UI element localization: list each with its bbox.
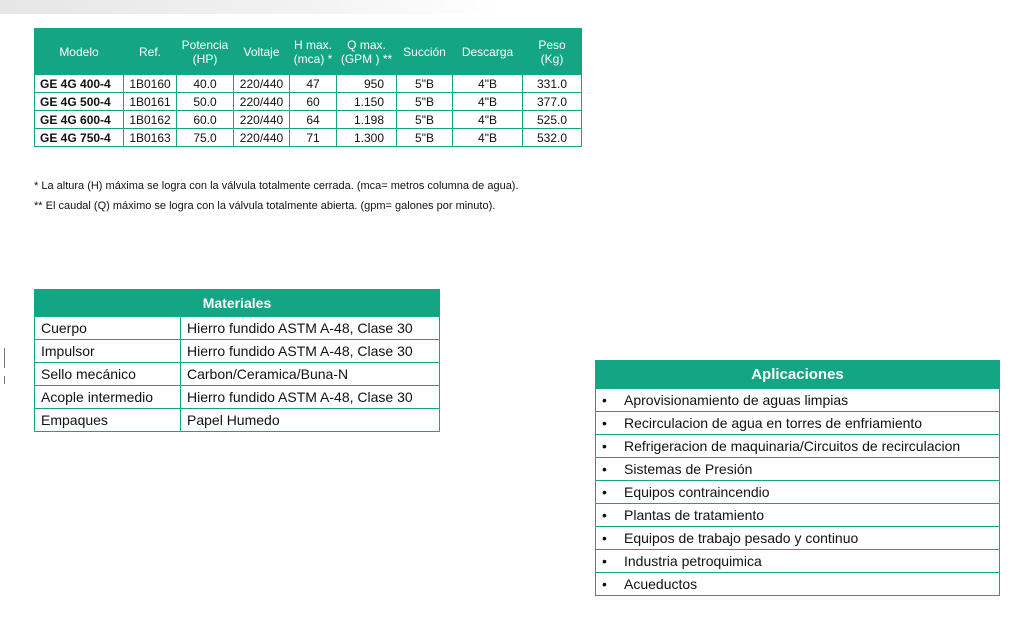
discharge-cell: 4"B (453, 75, 523, 93)
weight-cell: 525.0 (523, 111, 582, 129)
material-part: Cuerpo (35, 317, 181, 340)
hmax-cell: 47 (290, 75, 337, 93)
specs-header-row (35, 29, 582, 75)
margin-mark (4, 376, 5, 384)
voltage-cell: 220/440 (234, 93, 290, 111)
bullet-icon: • (602, 553, 607, 569)
list-item (596, 573, 1000, 596)
bullet-icon: • (602, 438, 607, 454)
specs-table (34, 28, 582, 147)
footnote-flow: ** El caudal (Q) máximo se logra con la válvula totalmente abierta. (gpm= galones por minuto). (34, 200, 496, 212)
list-item (596, 458, 1000, 481)
voltage-cell: 220/440 (234, 111, 290, 129)
discharge-cell: 4"B (453, 129, 523, 147)
qmax-cell: 1.150 (337, 93, 397, 111)
weight-cell: 377.0 (523, 93, 582, 111)
weight-cell: 532.0 (523, 129, 582, 147)
table-row (35, 340, 440, 363)
model-cell: GE 4G 500-4 (35, 93, 124, 111)
specs-header: Succión (397, 29, 453, 75)
material-spec: Hierro fundido ASTM A-48, Clase 30 (181, 317, 440, 340)
specs-header: Potencia (HP) (177, 29, 234, 75)
ref-cell: 1B0160 (124, 75, 177, 93)
qmax-cell: 1.198 (337, 111, 397, 129)
specs-header: Peso (Kg) (523, 29, 582, 75)
application-label: Plantas de tratamiento (624, 507, 765, 523)
bullet-icon: • (602, 461, 607, 477)
table-row (35, 129, 582, 147)
list-item (596, 412, 1000, 435)
model-cell: GE 4G 400-4 (35, 75, 124, 93)
table-row (35, 363, 440, 386)
specs-header: H max. (mca) * (290, 29, 337, 75)
bullet-icon: • (602, 530, 607, 546)
footnote-height: * La altura (H) máxima se logra con la válvula totalmente cerrada. (mca= metros columna de agua). (34, 180, 519, 192)
power-cell: 40.0 (177, 75, 234, 93)
table-row (35, 317, 440, 340)
discharge-cell: 4"B (453, 111, 523, 129)
material-spec: Hierro fundido ASTM A-48, Clase 30 (181, 386, 440, 409)
applications-title: Aplicaciones (596, 361, 1000, 389)
model-cell: GE 4G 750-4 (35, 129, 124, 147)
materials-table (34, 289, 440, 432)
material-part: Impulsor (35, 340, 181, 363)
top-shade (0, 0, 500, 14)
specs-header: Modelo (35, 29, 124, 75)
material-spec: Papel Humedo (181, 409, 440, 432)
power-cell: 50.0 (177, 93, 234, 111)
list-item (596, 527, 1000, 550)
specs-header: Voltaje (234, 29, 290, 75)
bullet-icon: • (602, 576, 607, 592)
material-part: Acople intermedio (35, 386, 181, 409)
weight-cell: 331.0 (523, 75, 582, 93)
list-item (596, 550, 1000, 573)
margin-mark (4, 348, 5, 368)
application-label: Recirculacion de agua en torres de enfriamiento (624, 415, 923, 431)
bullet-icon: • (602, 392, 607, 408)
ref-cell: 1B0162 (124, 111, 177, 129)
materials-title: Materiales (35, 290, 440, 317)
specs-header: Ref. (124, 29, 177, 75)
ref-cell: 1B0161 (124, 93, 177, 111)
application-label: Industria petroquimica (624, 553, 762, 569)
list-item (596, 504, 1000, 527)
application-label: Refrigeracion de maquinaria/Circuitos de recirculacion (624, 438, 961, 454)
list-item (596, 481, 1000, 504)
power-cell: 75.0 (177, 129, 234, 147)
suction-cell: 5"B (397, 93, 453, 111)
qmax-cell: 950 (337, 75, 397, 93)
bullet-icon: • (602, 484, 607, 500)
hmax-cell: 71 (290, 129, 337, 147)
table-row (35, 111, 582, 129)
bullet-icon: • (602, 507, 607, 523)
application-label: Aprovisionamiento de aguas limpias (624, 392, 849, 408)
specs-header: Descarga (453, 29, 523, 75)
application-label: Equipos de trabajo pesado y continuo (624, 530, 859, 546)
application-label: Equipos contraincendio (624, 484, 770, 500)
table-row (35, 409, 440, 432)
suction-cell: 5"B (397, 129, 453, 147)
material-spec: Hierro fundido ASTM A-48, Clase 30 (181, 340, 440, 363)
list-item (596, 389, 1000, 412)
hmax-cell: 64 (290, 111, 337, 129)
table-row (35, 75, 582, 93)
footnotes (34, 176, 519, 216)
material-part: Empaques (35, 409, 181, 432)
application-label: Acueductos (624, 576, 698, 592)
applications-table (595, 360, 1000, 596)
table-row (35, 93, 582, 111)
table-row (35, 386, 440, 409)
bullet-icon: • (602, 415, 607, 431)
model-cell: GE 4G 600-4 (35, 111, 124, 129)
discharge-cell: 4"B (453, 93, 523, 111)
list-item (596, 435, 1000, 458)
material-part: Sello mecánico (35, 363, 181, 386)
power-cell: 60.0 (177, 111, 234, 129)
hmax-cell: 60 (290, 93, 337, 111)
suction-cell: 5"B (397, 111, 453, 129)
qmax-cell: 1.300 (337, 129, 397, 147)
specs-header: Q max. (GPM ) ** (337, 29, 397, 75)
suction-cell: 5"B (397, 75, 453, 93)
application-label: Sistemas de Presión (624, 461, 753, 477)
voltage-cell: 220/440 (234, 75, 290, 93)
material-spec: Carbon/Ceramica/Buna-N (181, 363, 440, 386)
voltage-cell: 220/440 (234, 129, 290, 147)
ref-cell: 1B0163 (124, 129, 177, 147)
